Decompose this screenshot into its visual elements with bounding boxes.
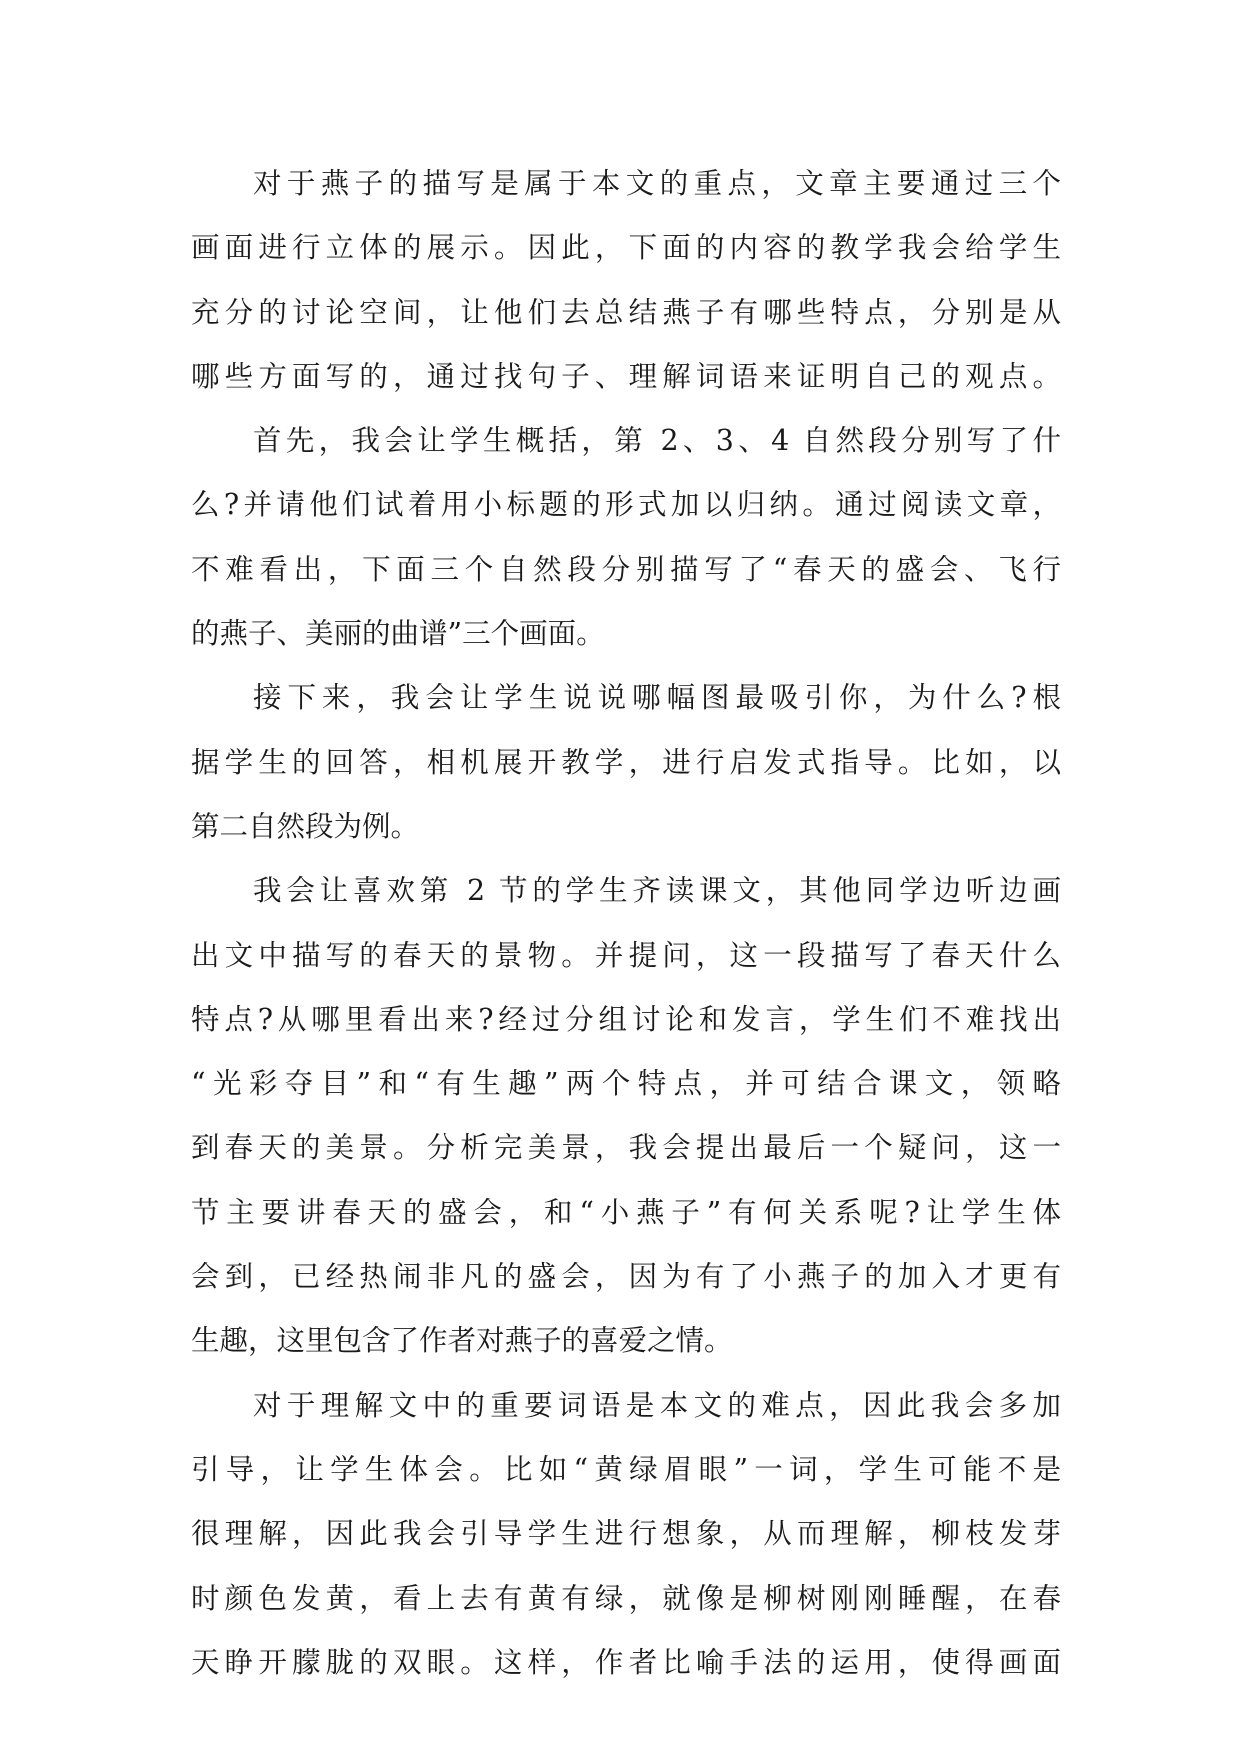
- text-line: 对于理解文中的重要词语是本文的难点，因此我会多加: [253, 1388, 1061, 1422]
- text-line: 天睁开朦胧的双眼。这样，作者比喻手法的运用，使得画面: [191, 1645, 1061, 1679]
- text-line: 第二自然段为例。: [191, 809, 420, 843]
- text-line: 么?并请他们试着用小标题的形式加以归纳。通过阅读文章，: [191, 488, 1061, 522]
- text-line: 充分的讨论空间，让他们去总结燕子有哪些特点，分别是从: [191, 295, 1061, 329]
- text-line: 会到，已经热闹非凡的盛会，因为有了小燕子的加入才更有: [191, 1260, 1061, 1294]
- paragraph-5: [191, 1374, 1061, 1695]
- text-line: 的燕子、美丽的曲谱”三个画面。: [191, 617, 605, 651]
- text-line: 时颜色发黄，看上去有黄有绿，就像是柳树刚刚睡醒，在春: [191, 1581, 1061, 1615]
- text-line: 据学生的回答，相机展开教学，进行启发式指导。比如，以: [191, 745, 1061, 779]
- text-line: 首先，我会让学生概括，第 2、3、4 自然段分别写了什: [253, 424, 1061, 458]
- text-line: 画面进行立体的展示。因此，下面的内容的教学我会给学生: [191, 231, 1061, 265]
- text-line: 对于燕子的描写是属于本文的重点，文章主要通过三个: [253, 167, 1061, 200]
- paragraph-3: [191, 666, 1061, 859]
- text-line: 出文中描写的春天的景物。并提问，这一段描写了春天什么: [191, 938, 1061, 972]
- text-line: “光彩夺目”和“有生趣”两个特点，并可结合课文，领略: [191, 1067, 1061, 1101]
- text-line: 节主要讲春天的盛会，和“小燕子”有何关系呢?让学生体: [191, 1195, 1061, 1229]
- text-line: 特点?从哪里看出来?经过分组讨论和发言，学生们不难找出: [191, 1002, 1061, 1036]
- paragraph-4: [191, 859, 1061, 1373]
- text-line: 到春天的美景。分析完美景，我会提出最后一个疑问，这一: [191, 1131, 1061, 1165]
- paragraph-1: [191, 152, 1061, 409]
- text-line: 生趣，这里包含了作者对燕子的喜爱之情。: [191, 1324, 733, 1358]
- text-line: 哪些方面写的，通过找句子、理解词语来证明自己的观点。: [191, 359, 1061, 393]
- text-line: 不难看出，下面三个自然段分别描写了“春天的盛会、飞行: [191, 552, 1061, 586]
- text-line: 引导，让学生体会。比如“黄绿眉眼”一词，学生可能不是: [191, 1452, 1061, 1486]
- paragraph-2: [191, 409, 1061, 666]
- text-line: 很理解，因此我会引导学生进行想象，从而理解，柳枝发芽: [191, 1517, 1061, 1551]
- document-body: [191, 152, 1061, 1695]
- text-line: 我会让喜欢第 2 节的学生齐读课文，其他同学边听边画: [253, 874, 1061, 908]
- text-line: 接下来，我会让学生说说哪幅图最吸引你，为什么?根: [253, 681, 1061, 715]
